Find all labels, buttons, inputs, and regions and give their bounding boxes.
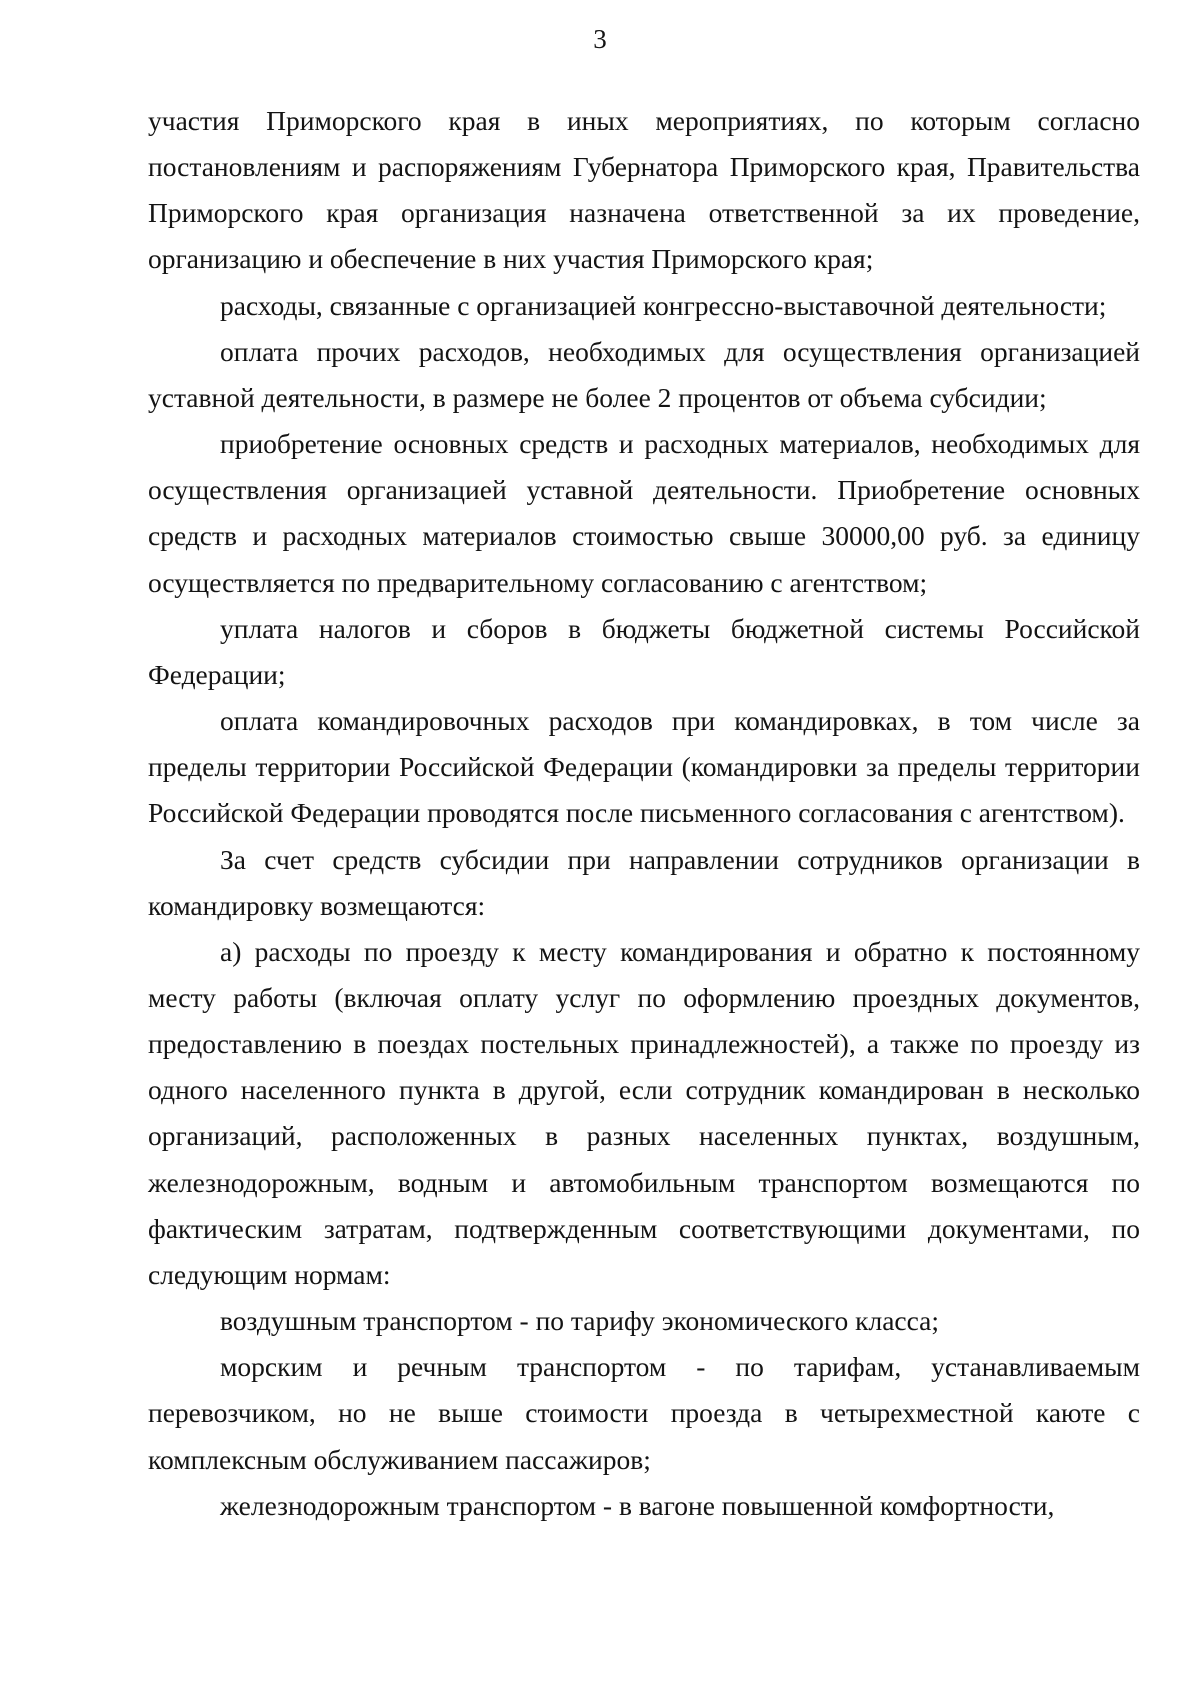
paragraph: уплата налогов и сборов в бюджеты бюджетной системы Российской Федерации; bbox=[148, 612, 1140, 690]
paragraph: морским и речным транспортом - по тарифам, устанавливаемым перевозчиком, но не выше стоимости проезда в четырехместной каюте с комплексным обслуживанием пассажиров; bbox=[148, 1351, 1140, 1475]
paragraph: а) расходы по проезду к месту командирования и обратно к постоянному месту работы (включая оплату услуг по оформлению проездных документов, предоставлению в поездах постельных принадлежностей), а также по проезду из одного населенного пункта в другой, если сотрудник командирован в несколько организаций, расположенных в разных населенных пунктах, воздушным, железнодорожным, водным и автомобильным транспортом возмещаются по фактическим затратам, подтвержденным соответствующими документами, по следующим нормам: bbox=[148, 935, 1140, 1290]
paragraph: расходы, связанные с организацией конгрессно-выставочной деятельности; bbox=[220, 289, 1107, 321]
paragraph: оплата прочих расходов, необходимых для осуществления организацией уставной деятельности, в размере не более 2 процентов от объема субсидии; bbox=[148, 335, 1140, 413]
paragraph: оплата командировочных расходов при командировках, в том числе за пределы территории Российской Федерации (командировки за пределы территории Российской Федерации проводятся после письменного согласования с агентством). bbox=[148, 705, 1140, 829]
paragraph: воздушным транспортом - по тарифу экономического класса; bbox=[220, 1305, 940, 1337]
page-number: 3 bbox=[593, 24, 607, 54]
document-body bbox=[148, 98, 1140, 1529]
paragraph: приобретение основных средств и расходных материалов, необходимых для осуществления организацией уставной деятельности. Приобретение основных средств и расходных материалов стоимостью свыше 30000,00 руб. за единицу осуществляется по предварительному согласованию с агентством; bbox=[148, 428, 1140, 598]
paragraph: участия Приморского края в иных мероприятиях, по которым согласно постановлениям и распоряжениям Губернатора Приморского края, Правительства Приморского края организация назначена ответственной за их проведение, организацию и обеспечение в них участия Приморского края; bbox=[148, 105, 1140, 275]
paragraph: железнодорожным транспортом - в вагоне повышенной комфортности, bbox=[220, 1489, 1055, 1521]
paragraph: За счет средств субсидии при направлении сотрудников организации в командировку возмещаются: bbox=[148, 843, 1140, 921]
